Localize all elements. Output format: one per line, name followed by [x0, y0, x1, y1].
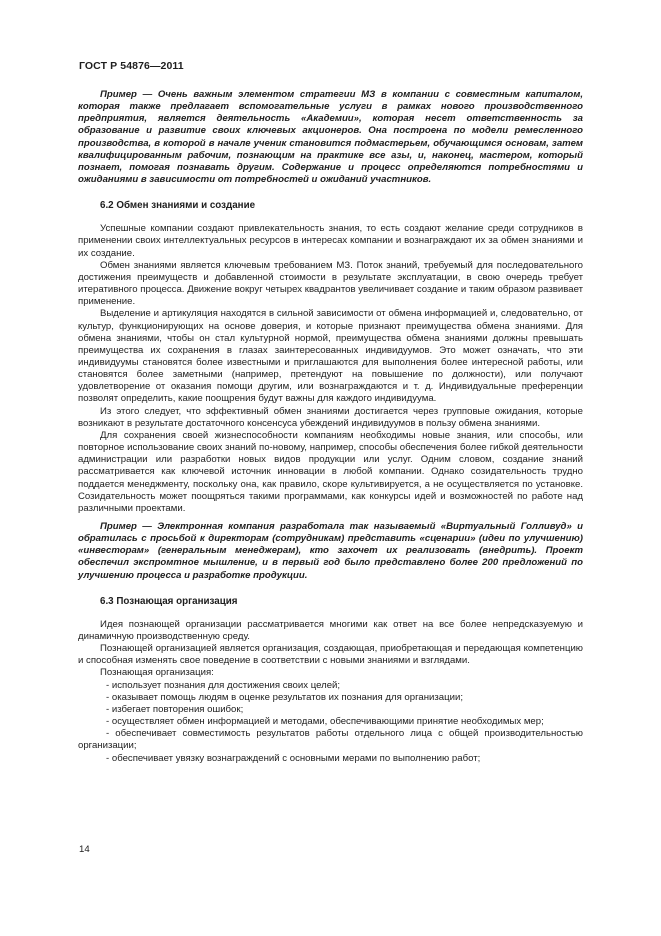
paragraph: Познающей организацией является организация, создающая, приобретающая и передающая компетенцию и способная изменять свое поведение в соответствии с новыми знаниями и взглядами. [78, 643, 583, 667]
list-item: - использует познания для достижения своих целей; [106, 679, 341, 691]
page-number: 14 [79, 844, 90, 855]
list-item: - оказывает помощь людям в оценке результатов их познания для организации; [106, 691, 464, 703]
list-item: - осуществляет обмен информацией и методами, обеспечивающими принятие необходимых мер; [106, 716, 544, 728]
section-6-3-heading: 6.3 Познающая организация [100, 595, 238, 607]
list-item: - избегает повторения ошибок; [106, 703, 244, 715]
paragraph: Идея познающей организации рассматривается многими как ответ на все более непредсказуемую и динамичную производственную среду. [78, 618, 583, 642]
section-6-2-heading: 6.2 Обмен знаниями и создание [100, 200, 256, 212]
example-1: Пример — Очень важным элементом стратегии МЗ в компании с совместным капиталом, которая также предлагает вспомогательные услуги в рамках нового производственного предприятия, является деятельность «Академии», которая несет ответственность за образование и развитие своих ключевых акционеров. Она построена по модели ремесленного производства, в которой в начале ученик становится подмастерьем, обучающимся основам, затем квалифицированным рабочим, познающим на практике все азы, и, наконец, мастером, который познает, помогая познавать другим. Содержание и процесс определяются потребностями и ожиданиями в зависимости от потребностей и ожиданий участников. [78, 89, 583, 186]
paragraph: Выделение и артикуляция находятся в сильной зависимости от обмена информацией и, следовательно, от культур, функционирующих на основе доверия, и которые признают преимущества обмена знаниями. Для обмена знаниями, чтобы он стал культурной нормой, преимущества обмена знаниями должны превышать преимущества их сохранения в глазах заинтересованных индивидуумов. Это может означать, что эти индивидуумы становятся более известными и приглашаются для выполнения более интересной работы, или становятся более заметными (например, претендуют на повышение по должности), или получают удовлетворение от оказания помощи другим, или вознаграждаются и т. д. Индивидуальные преференции позволят определить, какие поощрения будут важны для каждого индивидуума. [78, 308, 583, 405]
paragraph: Познающая организация: [100, 667, 214, 679]
paragraph: Обмен знаниями является ключевым требованием МЗ. Поток знаний, требуемый для последовательного достижения преимуществ и добавленной стоимости в результате эксплуатации, в свою очередь требует итеративного процесса. Движение вокруг четырех квадрантов увеличивает создание и таким образом развивает применение. [78, 259, 583, 308]
example-2: Пример — Электронная компания разработала так называемый «Виртуальный Голливуд» и обратилась с просьбой к директорам (сотрудникам) представить «сценарии» (идеи по улучшению) «инвесторам» (генеральным менеджерам), кто захочет их реализовать (внедрить). Проект обеспечил экспромтное мышление, и в первый год было представлено более 200 предложений по улучшению процесса и разработке продукции. [78, 521, 583, 581]
list-item: - обеспечивает совместимость результатов работы отдельного лица с общей производительностью организации; [78, 728, 583, 752]
document-header: ГОСТ Р 54876—2011 [79, 60, 184, 72]
page-body [78, 89, 583, 765]
paragraph: Успешные компании создают привлекательность знания, то есть создают желание среди сотрудников в применении своих интеллектуальных ресурсов в интересах компании и вознаграждают их за обмен знаниями и их создание. [78, 223, 583, 259]
list-item: - обеспечивает увязку вознаграждений с основными мерами по выполнению работ; [106, 752, 481, 764]
paragraph: Для сохранения своей жизнеспособности компаниям необходимы новые знания, или способы, или повторное использование своих знаний по-новому, например, способы обеспечения более гибкой деятельности администрации или разработки новых видов продукции или услуг. Одним словом, создание знаний рассматривается как ключевой источник инновации в любой компании. Однако созидательность трудно поддается менеджменту, поскольку она, как правило, скоре культивируется, а не осуществляется по установке. Созидательность может поощряться такими программами, как конкурсы идей и возможностей по работе над различными проектами. [78, 429, 583, 514]
paragraph: Из этого следует, что эффективный обмен знаниями достигается через групповые ожидания, которые возникают в результате достаточного консенсуса убеждений индивидуумов в пользу обмена знаниями. [78, 405, 583, 429]
